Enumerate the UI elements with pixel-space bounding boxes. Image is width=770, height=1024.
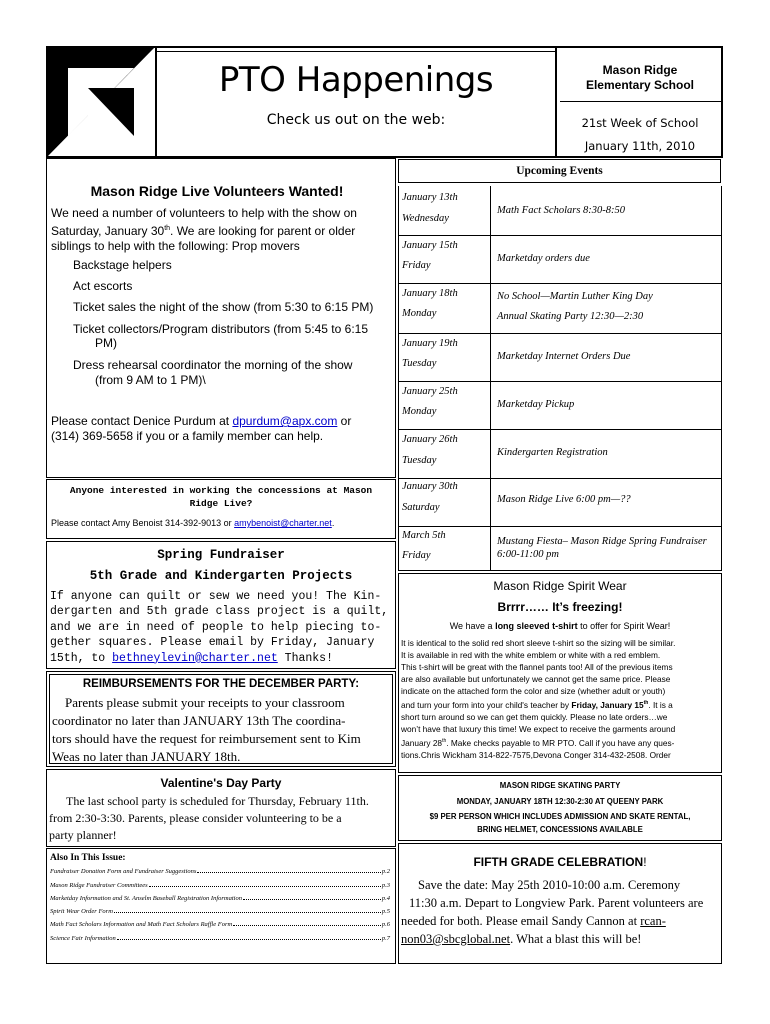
spirit-text: and turn your form into your child's teacher by: [401, 699, 572, 710]
skating-line2: $9 PER PERSON WHICH INCLUDES ADMISSION AND SKATE RENTAL,: [429, 812, 691, 821]
event-date: January 19th: [402, 338, 458, 349]
fundraiser-text: Thanks!: [277, 651, 333, 665]
spirit-line: won’t have that luxury this time! We expect to receive the garments around: [401, 723, 676, 734]
fundraiser-line: If anyone can quilt or sew we need you! The Kin-: [50, 590, 382, 603]
fifth-grade-body: [401, 876, 721, 948]
intro-text: Saturday, January 30: [51, 224, 165, 238]
week-label: 21st Week of School: [581, 116, 699, 130]
event-desc: Math Fact Scholars 8:30-8:50: [497, 205, 626, 216]
toc-box: [46, 848, 396, 964]
intro-sup: th: [164, 225, 171, 232]
toc-label: Math Fact Scholars Information and Math Fact Scholars Raffle Form: [50, 921, 233, 928]
event-desc: No School—Martin Luther King Day: [497, 291, 653, 302]
toc-page: p.4: [381, 895, 390, 902]
toc-label: Mason Ridge Fundraiser Committees: [50, 882, 148, 889]
event-day: Tuesday: [402, 455, 437, 466]
spirit-bold: Friday, January 15: [571, 699, 644, 710]
concessions-text: .: [331, 518, 335, 528]
volunteers-contact: [51, 414, 396, 444]
event-day: Monday: [402, 406, 437, 417]
fundraiser-email-link[interactable]: bethneylevin@charter.net: [112, 651, 278, 665]
spirit-line: It is identical to the solid red short sleeve t-shirt so the sizing will be similar.: [401, 638, 676, 648]
event-row: [399, 186, 722, 236]
toc-item[interactable]: [50, 908, 390, 915]
event-day: Friday: [402, 550, 431, 561]
toc-page: p.3: [381, 882, 390, 889]
valentine-line: from 2:30-3:30. Parents, please consider volunteering to be a: [49, 811, 342, 825]
header-inner-top-line: [155, 51, 555, 52]
fifth-grade-title: [399, 855, 721, 869]
event-day: Wednesday: [402, 213, 449, 224]
event-desc: Mustang Fiesta– Mason Ridge Spring Fundraiser: [497, 536, 707, 547]
fundraiser-line: gether squares. Please email by Friday, January: [50, 636, 375, 650]
fifth-text: needed for both. Please email Sandy Cannon at: [401, 914, 641, 928]
event-row: [399, 382, 722, 430]
volunteer-item: PM): [95, 336, 117, 350]
issue-date: January 11th, 2010: [584, 139, 696, 153]
web-subtitle: Check us out on the web:: [266, 112, 446, 128]
toc-item[interactable]: [50, 935, 390, 942]
reimbursement-title: REIMBURSEMENTS FOR THE DECEMBER PARTY:: [82, 678, 360, 690]
school-name-line1: Mason Ridge: [602, 63, 678, 77]
fundraiser-title1: Spring Fundraiser: [157, 548, 285, 562]
skating-line1: MONDAY, JANUARY 18TH 12:30-2:30 AT QUEENY PARK: [456, 797, 664, 806]
event-desc: Marketday Pickup: [497, 399, 575, 410]
skating-line3: BRING HELMET, CONCESSIONS AVAILABLE: [477, 825, 643, 834]
spirit-text: . Make checks payable to MR PTO. Call if you have any ques-: [446, 737, 675, 748]
valentine-line: The last school party is scheduled for Thursday, February 11th.: [66, 794, 369, 808]
fifth-line: [401, 930, 721, 948]
contact-line: [51, 414, 396, 429]
spirit-sup: th: [442, 737, 447, 744]
fifth-title-text: FIFTH GRADE CELEBRATION: [473, 855, 644, 869]
spirit-line: [401, 735, 722, 749]
school-box-rule: [560, 101, 722, 102]
fundraiser-title2: 5th Grade and Kindergarten Projects: [89, 569, 353, 583]
volunteer-item: Ticket sales the night of the show (from 5:30 to 6:15 PM): [73, 300, 374, 314]
concessions-email-link[interactable]: amybenoist@charter.net: [234, 518, 332, 528]
spirit-text: to offer for Spirit Wear!: [577, 621, 671, 631]
spirit-sub: Brrrr…… It’s freezing!: [497, 600, 623, 614]
toc-item[interactable]: [50, 868, 390, 875]
event-day: Tuesday: [402, 358, 437, 369]
toc-title: Also In This Issue:: [50, 853, 126, 863]
spirit-text: . It is a: [648, 699, 673, 710]
toc-label: Marketday Information and St. Anselm Baseball Registration Information: [50, 895, 242, 902]
event-date: January 25th: [402, 386, 458, 397]
logo-icon: [48, 48, 154, 156]
event-row: [399, 236, 722, 284]
spirit-line: indicate on the attached form the color and size (whether adult or youth): [401, 686, 666, 696]
volunteers-intro: [51, 206, 396, 254]
spirit-line: are also available but unfortunately we cannot get the same price. Please: [401, 674, 671, 684]
contact-line: (314) 369-5658 if you or a family member can help.: [51, 429, 324, 443]
events-table: [398, 186, 722, 571]
volunteers-title: Mason Ridge Live Volunteers Wanted!: [90, 183, 344, 199]
spirit-line: short turn around so we can get them quickly. Please no late orders…we: [401, 711, 668, 722]
spirit-bold: long sleeved t-shirt: [495, 621, 578, 631]
event-day: Friday: [402, 260, 431, 271]
fifth-line: 11:30 a.m. Depart to Longview Park. Parent volunteers are: [409, 896, 704, 910]
reimbursement-line: Weas no later than JANUARY 18th.: [52, 749, 241, 764]
intro-line: We need a number of volunteers to help with the show on: [51, 206, 357, 220]
contact-text: or: [337, 414, 352, 428]
reimbursement-body: [52, 694, 395, 766]
spirit-offer: [399, 621, 721, 631]
contact-email-link[interactable]: dpurdum@apx.com: [232, 414, 338, 428]
event-row: [399, 527, 722, 571]
event-row: [399, 284, 722, 334]
volunteer-item: Act escorts: [73, 279, 133, 293]
event-day: Monday: [402, 308, 437, 319]
event-desc: Annual Skating Party 12:30—2:30: [497, 311, 644, 322]
volunteer-item: (from 9 AM to 1 PM)\: [95, 373, 206, 387]
event-desc: Marketday orders due: [497, 253, 590, 264]
volunteer-item: Ticket collectors/Program distributors (from 5:45 to 6:15: [73, 322, 368, 336]
event-day: Saturday: [402, 502, 440, 513]
spirit-body: [401, 637, 722, 761]
valentine-body: [49, 793, 396, 844]
concessions-line1: Anyone interested in working the concessions at Mason: [69, 485, 373, 496]
event-date: January 30th: [402, 481, 458, 492]
toc-label: Science Fair Information: [50, 935, 116, 942]
spirit-line: This t-shirt will be great with the flannel pants too! All of the previous items: [401, 662, 673, 672]
event-date: January 26th: [402, 434, 458, 445]
toc-label: Spirit Wear Order Form: [50, 908, 113, 915]
event-date: March 5th: [402, 530, 446, 541]
fundraiser-text: 15th, to: [50, 651, 113, 665]
event-row: [399, 430, 722, 479]
fifth-line: Save the date: May 25th 2010-10:00 a.m. Ceremony: [418, 878, 681, 892]
toc-item[interactable]: [50, 882, 390, 889]
reimbursement-line: coordinator no later than JANUARY 13th The coordina-: [52, 713, 346, 728]
concessions-line2: Ridge Live?: [189, 498, 253, 509]
event-desc: Kindergarten Registration: [497, 447, 608, 458]
spirit-line: tions.Chris Wickham 314-822-7575,Devona Conger 314-432-2508. Order: [401, 749, 671, 760]
fundraiser-body: [50, 589, 395, 666]
valentine-line: party planner!: [49, 828, 117, 842]
event-desc: Marketday Internet Orders Due: [497, 351, 631, 362]
reimbursement-line: Parents please submit your receipts to your classroom: [65, 695, 345, 710]
logo-divider: [155, 46, 157, 158]
reimbursement-line: tors should have the request for reimbursement sent to Kim: [52, 731, 361, 746]
volunteer-item: Dress rehearsal coordinator the morning of the show: [73, 358, 353, 372]
event-date: January 18th: [402, 288, 458, 299]
fundraiser-line: dergarten and 5th grade class project is a quilt,: [50, 605, 389, 619]
intro-line: siblings to help with the following: Prop movers: [51, 239, 300, 253]
fifth-text: . What a blast this will be!: [510, 932, 642, 946]
fifth-email-link[interactable]: non03@sbcglobal.net: [401, 932, 511, 946]
spirit-text: We have a: [449, 621, 496, 631]
event-row: [399, 479, 722, 527]
fifth-title-excl: !: [643, 855, 647, 869]
intro-line: [51, 221, 396, 239]
toc-page: p.6: [381, 921, 390, 928]
toc-page: p.5: [381, 908, 390, 915]
spirit-sup: th: [643, 700, 649, 706]
school-name-line2: Elementary School: [585, 78, 695, 92]
toc-page: p.2: [381, 868, 390, 875]
event-row: [399, 334, 722, 382]
toc-label: Fundraiser Donation Form and Fundraiser Suggestions: [50, 868, 197, 875]
fifth-line: [401, 912, 721, 930]
spirit-line: It is available in red with the white emblem or white with a red emblem.: [401, 650, 661, 660]
intro-text: . We are looking for parent or older: [170, 224, 356, 238]
spirit-title: Mason Ridge Spirit Wear: [493, 579, 627, 593]
event-desc: 6:00-11:00 pm: [497, 549, 559, 560]
fundraiser-line: [50, 651, 395, 666]
fundraiser-line: and we are in need of people to help piecing to-: [50, 620, 382, 634]
toc-item[interactable]: [50, 895, 390, 902]
events-heading: Upcoming Events: [398, 159, 721, 183]
valentine-title: Valentine's Day Party: [160, 776, 282, 790]
fifth-email-link[interactable]: rcan-: [640, 914, 666, 928]
event-desc: Mason Ridge Live 6:00 pm—??: [497, 494, 631, 505]
concessions-contact: [51, 518, 334, 528]
toc-page: p.7: [381, 935, 390, 942]
concessions-text: Please contact Amy Benoist 314-392-9013 or: [51, 518, 235, 528]
toc-item[interactable]: [50, 921, 390, 928]
event-date: January 15th: [402, 240, 458, 251]
contact-text: Please contact Denice Purdum at: [51, 414, 233, 428]
skating-title: MASON RIDGE SKATING PARTY: [499, 781, 621, 790]
spirit-text: January 28: [401, 737, 443, 748]
spirit-line: [401, 697, 722, 711]
page-title: PTO Happenings: [218, 60, 494, 100]
event-date: January 13th: [402, 192, 458, 203]
volunteer-item: Backstage helpers: [73, 258, 172, 272]
